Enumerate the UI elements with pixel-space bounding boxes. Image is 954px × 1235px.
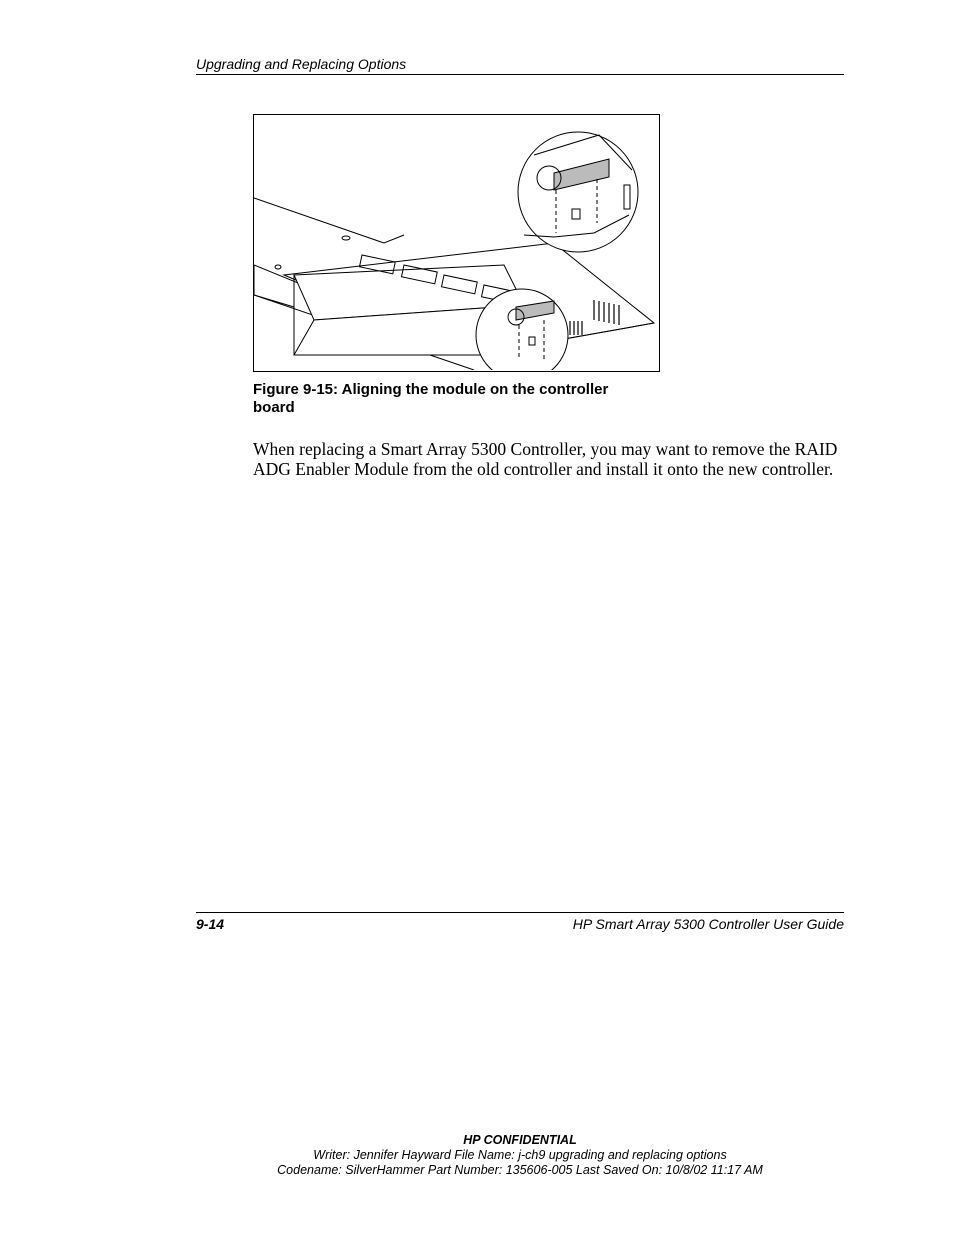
confidential-notice — [196, 1133, 844, 1178]
codename-line: Codename: SilverHammer Part Number: 135606-005 Last Saved On: 10/8/02 11:17 AM — [277, 1163, 763, 1177]
page-footer — [196, 912, 844, 932]
figure-illustration — [253, 114, 660, 372]
figure-caption: Figure 9-15: Aligning the module on the controller board — [253, 381, 609, 416]
section-title: Upgrading and Replacing Options — [196, 56, 407, 72]
body-paragraph: When replacing a Smart Array 5300 Controller, you may want to remove the RAID ADG Enabler Module from the old controller and install it onto the new controller. — [253, 439, 838, 479]
page-number: 9-14 — [196, 916, 225, 932]
writer-line: Writer: Jennifer Hayward File Name: j-ch9 upgrading and replacing options — [313, 1148, 727, 1162]
document-title: HP Smart Array 5300 Controller User Guide — [572, 916, 844, 932]
running-header — [196, 56, 844, 75]
confidential-label: HP CONFIDENTIAL — [463, 1133, 577, 1147]
controller-board-drawing — [254, 115, 658, 370]
